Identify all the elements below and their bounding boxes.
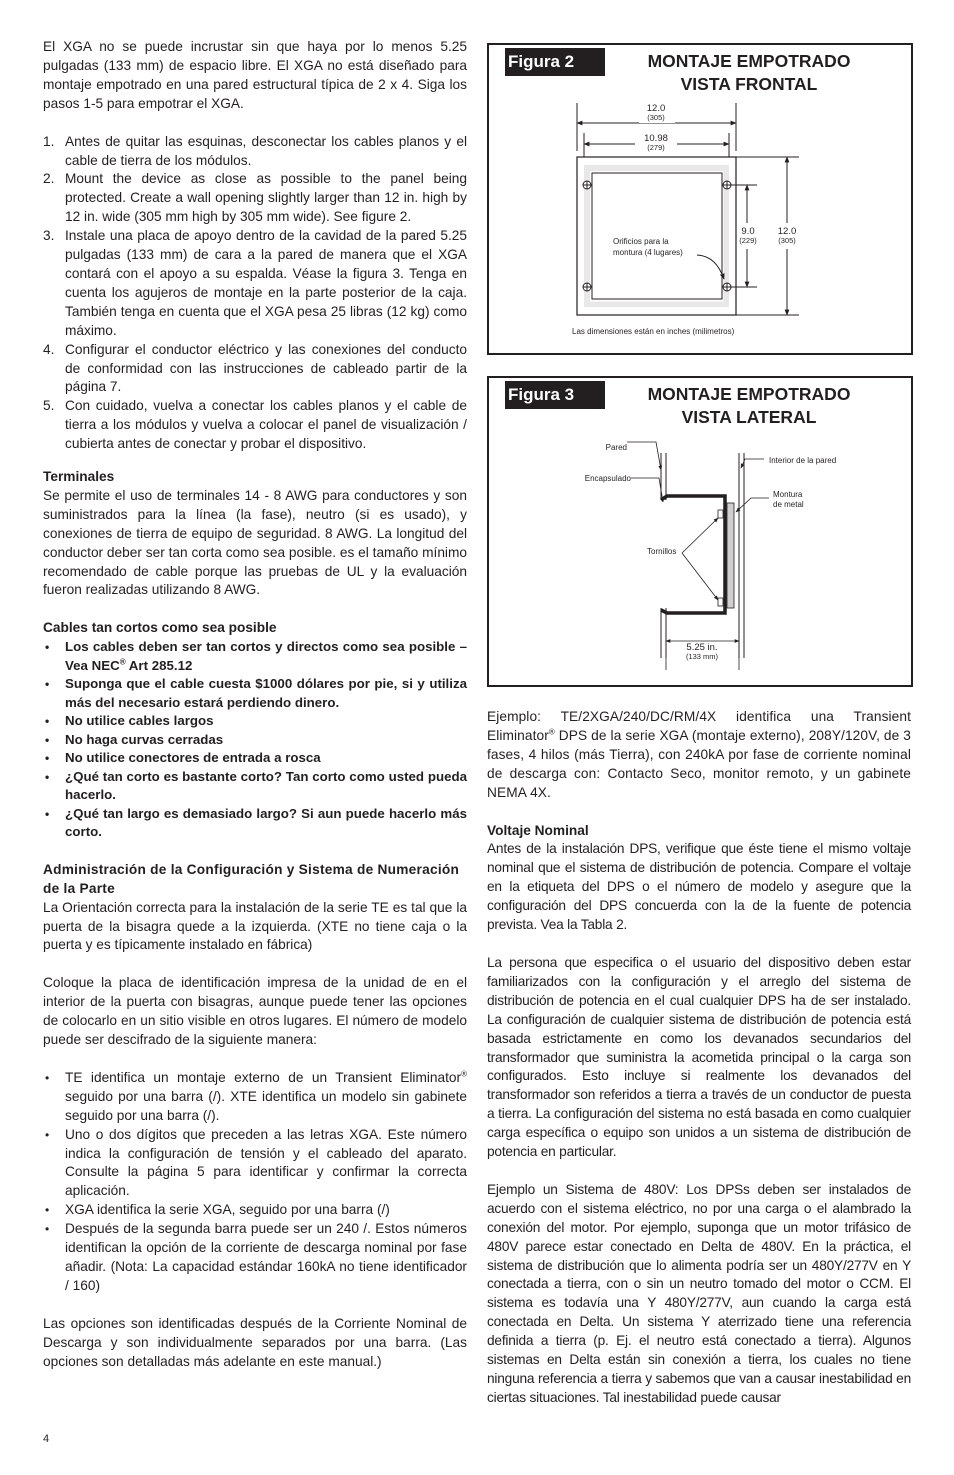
step-number: 4. <box>43 341 55 357</box>
bullet-dot: • <box>45 1127 50 1142</box>
figure-2 <box>487 43 913 355</box>
bullet-text: No utilice conectores de entrada a rosca <box>65 750 321 766</box>
terminales-paragraph: Se permite el uso de terminales 14 - 8 AWG para conductores y son suministrados para la línea (la fase), neutro (si es usado), y conexiones de tierra de equipo de seguridad. 8 AWG. La longitud del conductor deber ser tan corta como sea posible. es el tamaño mínimo recomendado de cable porque las pruebas de UL y la evaluación fueron realizadas utilizando 8 AWG. <box>43 487 467 598</box>
step-text: Mount the device as close as possible to the panel being protected. Create a wall opening slightly larger than 12 in. high by 12 in. wide (305 mm high by 305 mm wide). See figure 2. <box>65 171 467 225</box>
bullet-text: Uno o dos dígitos que preceden a las letras XGA. Este número indica la configuración de tensión y el cableado del aparato. Consulte la página 5 para identificar y confirmar la correcta aplicación. <box>65 1126 467 1199</box>
figure-2-tag: Figura 2 <box>505 48 605 76</box>
admin-paragraph-2: Coloque la placa de identificación impresa de la unidad de en el interior de la puerta con bisagras, aunque puede tener las opciones de colocarlo en un sitio visible en otros lugares. El número de modelo puede ser descifrado de la siguiente manera: <box>43 975 467 1048</box>
dim-hole-in: 9.0 <box>741 226 755 237</box>
step-text: Instale una placa de apoyo dentro de la cavidad de la pared 5.25 pulgadas (133 mm) de cara a la pared de manera que el XGA contará con el apoyo a su espalda. Véase la figura 3. Tenga en cuenta los agujeros de montaje en la parte posterior de la caja. También tenga en cuenta que el XGA pesa 25 libras (12 kg) como máximo. <box>65 228 467 338</box>
dim-depth-in: 5.25 in. <box>686 642 718 653</box>
intro-paragraph: El XGA no se puede incrustar sin que haya por lo menos 5.25 pulgadas (133 mm) de espacio libre. El XGA no está diseñado para montaje empotrado en una pared estructural típica de 2 x 4. Siga los pasos 1-5 para empotrar el XGA. <box>43 39 467 111</box>
bullet-dot: • <box>45 1203 50 1218</box>
bullet-dot: • <box>45 677 50 692</box>
bullet-item <box>43 768 467 805</box>
bullet-item <box>43 1126 467 1202</box>
holes-label-line-2: montura (4 lugares) <box>613 248 683 257</box>
dim-hole-mm: (229) <box>739 236 757 245</box>
dim-height-mm: (305) <box>778 236 796 245</box>
label-mount-line-2: de metal <box>773 500 804 509</box>
dim-width-mm: (305) <box>647 113 665 122</box>
bullet-text: Suponga que el cable cuesta $1000 dólares por pie, si y utiliza más del necesario estará perdiendo dinero. <box>65 676 467 710</box>
bullet-dot: • <box>45 1222 50 1237</box>
cables-bullets <box>43 638 467 842</box>
figure-2-title-line-1: MONTAJE EMPOTRADO <box>647 51 851 71</box>
holes-label-line-1: Orificios para la <box>613 237 669 246</box>
right-column <box>487 708 911 1408</box>
bullet-item <box>43 749 467 768</box>
bullet-item <box>43 1201 467 1220</box>
cables-heading: Cables tan cortos como sea posible <box>43 620 277 636</box>
figure-3-title-line-2: VISTA LATERAL <box>681 407 817 427</box>
bullet-dot: • <box>45 751 50 766</box>
step-number: 5. <box>43 398 55 414</box>
bullet-dot: • <box>45 769 50 784</box>
page-number: 4 <box>43 1433 50 1445</box>
bullet-text: XGA identifica la serie XGA, seguido por una barra (/) <box>65 1202 390 1218</box>
bullet-text: ¿Qué tan corto es bastante corto? Tan corto como usted pueda hacerlo. <box>65 768 467 803</box>
step-item <box>43 133 467 171</box>
step-text: Antes de quitar las esquinas, desconectar los cables planos y el cable de tierra de los módulos. <box>65 133 467 168</box>
bullet-item <box>43 1220 467 1296</box>
admin-heading: Administración de la Configuración y Sistema de Numeración de la Parte <box>43 861 460 896</box>
bullet-item <box>43 638 467 675</box>
front-view-diagram <box>489 45 911 353</box>
left-column <box>43 38 467 1372</box>
label-mount-line-1: Montura <box>773 490 803 499</box>
bullet-text: TE identifica un montaje externo de un Transient Eliminator® seguido por una barra (/). XTE identifica un modelo sin gabinete seguido por una barra (/). <box>65 1069 467 1123</box>
bullet-item <box>43 712 467 731</box>
ejemplo-480v-paragraph: Ejemplo un Sistema de 480V: Los DPSs deben ser instalados de acuerdo con el sistema eléctrico, no por una carga o el alambrado la conexión del motor. Por ejemplo, suponga que un motor trifásico de 480V parece estar conectado en Delta de 480V. En la práctica, el sistema de distribución que lo alimenta podría ser un 480Y/277V en Y conectada a tierra, con o sin un neutro tomado del motor o CCM. El sistema es todavía una Y 480Y/277V, aun cuando la carga está conectada en Delta. Un sistema Y aterrizado tiene una referencia definida a tierra (p. Ej. el neutro está conectado a tierra). Algunos sistemas en Delta están sin conexión a tierra, los cuales no tiene ninguna referencia a tierra y sabemos que van a causar inestabilidad en ciertas situaciones. Tal inestabilidad puede causar <box>487 1181 911 1405</box>
figure-3-title-line-1: MONTAJE EMPOTRADO <box>647 384 851 404</box>
dim-height-in: 12.0 <box>777 226 797 237</box>
example-text-end: DPS de la serie XGA (montaje externo), 208Y/120V, de 3 fases, 4 hilos (más Tierra), con 240kA por fase de corriente nominal de descarga con: Contacto Seco, monitor remoto, y un gabinete NEMA 4X. <box>487 727 911 800</box>
label-wall: Pared <box>605 443 627 452</box>
bullet-text: No utilice cables largos <box>65 713 214 729</box>
bullet-text: Después de la segunda barra puede ser un 240 /. Estos números identifican la opción de la corriente de descarga nominal por fase añadir. (Nota: La capacidad estándar 160kA no tiene identificador / 160) <box>65 1221 467 1293</box>
step-text: Con cuidado, vuelva a conectar los cables planos y el cable de tierra a los módulos y vuelva a colocar el panel de visualización / cubierta antes de conectar y probar el dispositivo. <box>65 398 467 452</box>
voltaje-heading: Voltaje Nominal <box>487 822 589 838</box>
bullet-text: Los cables deben ser tan cortos y directos como sea posible – Vea NEC® Art 285.12 <box>65 639 467 673</box>
bullet-item <box>43 731 467 750</box>
model-bullets <box>43 1069 467 1296</box>
registered-mark: ® <box>548 727 555 737</box>
step-item <box>43 341 467 398</box>
dim-width-in: 12.0 <box>646 103 666 114</box>
bullet-dot: • <box>45 806 50 821</box>
step-item <box>43 227 467 340</box>
install-steps <box>43 133 467 454</box>
options-paragraph: Las opciones son identificadas después de la Corriente Nominal de Descarga y son individualmente separados por una barra. (Las opciones son detalladas más adelante en este manual.) <box>43 1315 467 1369</box>
label-inside-wall: Interior de la pared <box>769 456 837 465</box>
persona-paragraph: La persona que especifica o el usuario del dispositivo deben estar familiarizados con la configuración y el arreglo del sistema de distribución de potencia en el cual cualquier DPS ha de ser instalado. La configuración de cualquier sistema de distribución de potencia está basada estrictamente en como los devanados secundarios del transformador que suministra la acometida principal o la carga son configurados. Esto incluye si realmente los devanados del transformador son referidos a tierra a través de un conductor de puesta a tierra. La configuración del sistema no está basada en como cualquier carga específica o equipo son unidos a un sistema de distribución de potencia en particular. <box>487 954 911 1160</box>
admin-paragraph-1: La Orientación correcta para la instalación de la serie TE es tal que la puerta de la bisagra quede a la izquierda. (XTE no tiene caja o la puerta y es típicamente instalado en fábrica) <box>43 899 467 953</box>
dim-inner-mm: (279) <box>647 143 665 152</box>
step-item <box>43 397 467 454</box>
figure-3 <box>487 376 913 687</box>
step-number: 2. <box>43 171 55 187</box>
figure-2-title-line-2: VISTA FRONTAL <box>680 74 818 94</box>
example-paragraph <box>487 708 911 803</box>
bullet-dot: • <box>45 714 50 729</box>
step-number: 1. <box>43 133 55 149</box>
voltaje-paragraph: Antes de la instalación DPS, verifique que éste tiene el mismo voltaje nominal que el sistema de distribución de potencia. Compare el voltaje en la etiqueta del DPS o el número de modelo y asegure que la configuración del DPS concuerda con la de la fuente de potencia prevista. Vea la Tabla 2. <box>487 841 911 933</box>
bullet-dot: • <box>45 732 50 747</box>
bullet-item <box>43 805 467 842</box>
dim-inner-in: 10.98 <box>644 133 668 144</box>
label-enclosure: Encapsulado <box>584 474 631 483</box>
bullet-item <box>43 1069 467 1126</box>
dimensions-note: Las dimensiones están en inches (milimetros) <box>572 327 735 336</box>
terminales-heading: Terminales <box>43 469 115 485</box>
label-screws: Tornillos <box>647 547 677 556</box>
side-view-diagram <box>489 378 911 685</box>
example-text-start: Ejemplo: TE/2XGA/240/DC/RM/4X identifica una Transient Eliminator <box>487 709 911 743</box>
bullet-item <box>43 675 467 712</box>
bullet-text: ¿Qué tan largo es demasiado largo? Si aun puede hacerlo más corto. <box>65 805 467 840</box>
step-number: 3. <box>43 228 55 244</box>
figure-3-tag: Figura 3 <box>505 381 605 409</box>
bullet-text: No haga curvas cerradas <box>65 731 224 747</box>
step-item <box>43 170 467 227</box>
bullet-dot: • <box>45 640 50 655</box>
bullet-dot: • <box>45 1070 50 1085</box>
dim-depth-mm: (133 mm) <box>685 652 719 661</box>
step-text: Configurar el conductor eléctrico y las conexiones del conducto de conformidad con las instrucciones de cableado partir de la página 7. <box>65 341 467 395</box>
